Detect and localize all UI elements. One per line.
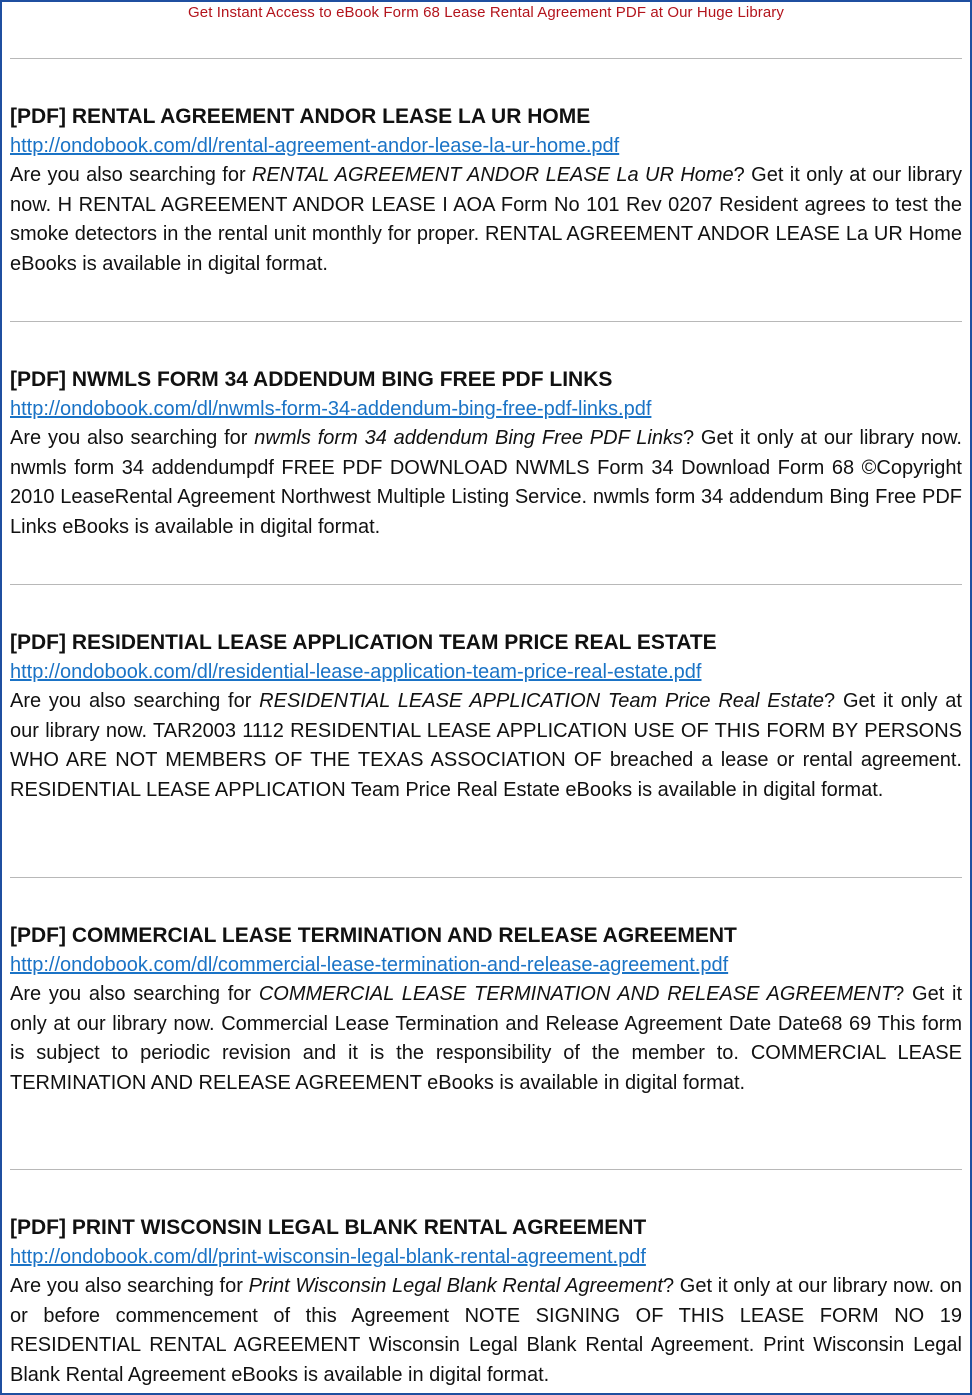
- divider: [10, 1169, 962, 1170]
- result-title: [PDF] PRINT WISCONSIN LEGAL BLANK RENTAL AGREEMENT: [10, 1216, 647, 1239]
- result-description: [10, 1272, 962, 1390]
- header-banner: Get Instant Access to eBook Form 68 Lease Rental Agreement PDF at Our Huge Library: [188, 4, 784, 21]
- result-title: [PDF] COMMERCIAL LEASE TERMINATION AND RELEASE AGREEMENT: [10, 924, 737, 947]
- result-title: [PDF] RENTAL AGREEMENT ANDOR LEASE LA UR HOME: [10, 105, 591, 128]
- divider: [10, 58, 962, 59]
- snippet-text: TAR2003 1112 RESIDENTIAL LEASE APPLICATION USE OF THIS FORM BY PERSONS WHO ARE NOT MEMBERS OF THE TEXAS ASSOCIATION OF breached a lease or rental agreement. RESIDENTIAL LEASE APPLICATION Team Price Real Estate eBooks is available in digital format.: [10, 719, 962, 801]
- result-description: [10, 980, 962, 1098]
- query-text: RESIDENTIAL LEASE APPLICATION Team Price Real Estate: [259, 690, 825, 712]
- snippet-text: H RENTAL AGREEMENT ANDOR LEASE I AOA Form No 101 Rev 0207 Resident agrees to test the smoke detectors in the rental unit monthly for proper. RENTAL AGREEMENT ANDOR LEASE La UR Home eBooks is available in digital format.: [10, 193, 962, 275]
- result-description: [10, 687, 962, 805]
- result-entry: [10, 921, 962, 1098]
- result-link[interactable]: http://ondobook.com/dl/nwmls-form-34-addendum-bing-free-pdf-links.pdf: [10, 398, 652, 420]
- result-entry: [10, 628, 962, 805]
- result-title: [PDF] RESIDENTIAL LEASE APPLICATION TEAM PRICE REAL ESTATE: [10, 631, 717, 654]
- tail-text: ? Get it only at our library now.: [682, 427, 962, 449]
- result-entry: [10, 365, 962, 542]
- result-link[interactable]: http://ondobook.com/dl/rental-agreement-andor-lease-la-ur-home.pdf: [10, 135, 620, 157]
- result-link[interactable]: http://ondobook.com/dl/residential-lease-application-team-price-real-estate.pdf: [10, 661, 702, 683]
- result-title: [PDF] NWMLS FORM 34 ADDENDUM BING FREE PDF LINKS: [10, 368, 613, 391]
- lead-text: Are you also searching for: [10, 427, 255, 449]
- result-entry: [10, 102, 962, 279]
- snippet-text: nwmls form 34 addendumpdf FREE PDF DOWNLOAD NWMLS Form 34 Download Form 68 ©Copyright 2010 LeaseRental Agreement Northwest Multiple Listing Service. nwmls form 34 addendum Bing Free PDF Links eBooks is available in digital format.: [10, 456, 962, 538]
- lead-text: Are you also searching for: [10, 690, 260, 712]
- tail-text: ? Get it only at our library now.: [10, 164, 962, 216]
- lead-text: Are you also searching for: [10, 164, 252, 186]
- divider: [10, 321, 962, 322]
- divider: [10, 877, 962, 878]
- lead-text: Are you also searching for: [10, 983, 259, 1005]
- result-description: [10, 424, 962, 542]
- result-link[interactable]: http://ondobook.com/dl/print-wisconsin-legal-blank-rental-agreement.pdf: [10, 1246, 646, 1268]
- snippet-text: on or before commencement of this Agreement NOTE SIGNING OF THIS LEASE FORM NO 19 RESIDENTIAL RENTAL AGREEMENT Wisconsin Legal Blank Rental Agreement. Print Wisconsin Legal Blank Rental Agreement eBooks is available in digital format.: [10, 1275, 962, 1386]
- tail-text: ? Get it only at our library now.: [10, 690, 962, 742]
- snippet-text: Commercial Lease Termination and Release Agreement Date Date68 69 This form is subject to periodic revision and it is the responsibility of the member to. COMMERCIAL LEASE TERMINATION AND RELEASE AGREEMENT eBooks is available in digital format.: [10, 1012, 963, 1094]
- query-text: Print Wisconsin Legal Blank Rental Agreement: [248, 1275, 663, 1297]
- lead-text: Are you also searching for: [10, 1275, 249, 1297]
- query-text: nwmls form 34 addendum Bing Free PDF Links: [254, 427, 683, 449]
- result-entry: [10, 1213, 962, 1390]
- result-description: [10, 161, 962, 279]
- query-text: COMMERCIAL LEASE TERMINATION AND RELEASE AGREEMENT: [258, 983, 894, 1005]
- query-text: RENTAL AGREEMENT ANDOR LEASE La UR Home: [251, 164, 734, 186]
- tail-text: ? Get it only at our library now.: [662, 1275, 940, 1297]
- divider: [10, 584, 962, 585]
- result-link[interactable]: http://ondobook.com/dl/commercial-lease-termination-and-release-agreement.pdf: [10, 954, 729, 976]
- tail-text: ? Get it only at our library now.: [10, 983, 963, 1035]
